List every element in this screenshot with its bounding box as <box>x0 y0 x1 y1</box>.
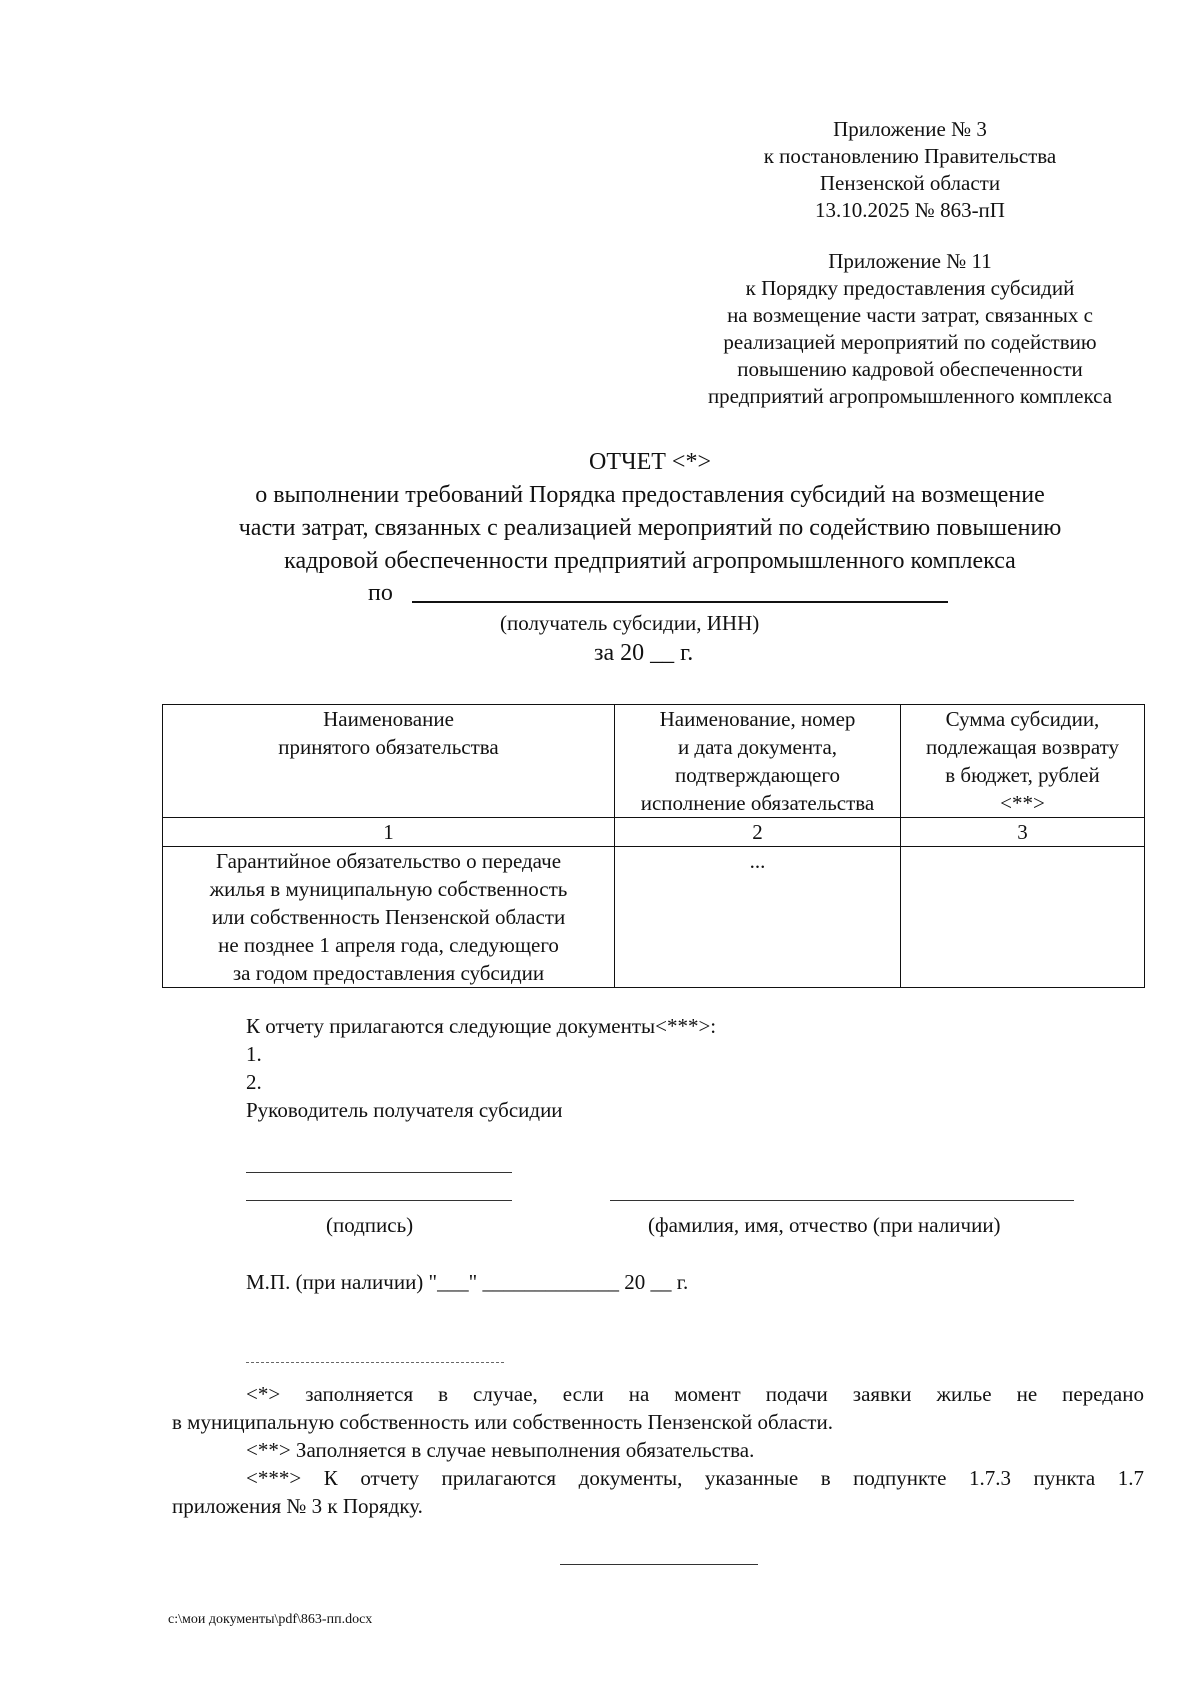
footnote-1-line2: в муниципальную собственность или собственность Пензенской области. <box>172 1410 833 1434</box>
column-number: 3 <box>901 818 1145 847</box>
report-heading: ОТЧЕТ <*> <box>589 449 711 475</box>
name-caption: (фамилия, имя, отчество (при наличии) <box>648 1213 1001 1237</box>
signature-line <box>246 1200 512 1201</box>
recipient-label: по <box>368 580 393 606</box>
appendix-line: повышению кадровой обеспеченности <box>737 357 1083 381</box>
end-of-document-line <box>560 1564 758 1565</box>
cell-document: ... <box>615 847 901 988</box>
header-amount: Сумма субсидии, подлежащая возврату в бюджет, рублей <**> <box>901 705 1145 818</box>
recipient-caption: (получатель субсидии, ИНН) <box>500 611 760 635</box>
name-line <box>610 1200 1074 1201</box>
column-number: 2 <box>615 818 901 847</box>
stamp-date-line: М.П. (при наличии) "___" _____________ 20 __ г. <box>246 1270 689 1294</box>
head-of-recipient-label: Руководитель получателя субсидии <box>246 1098 563 1122</box>
attachment-item: 1. <box>246 1042 262 1066</box>
appendix-line: к Порядку предоставления субсидий <box>745 276 1075 300</box>
recipient-fill-line <box>412 601 948 603</box>
attachment-item: 2. <box>246 1070 262 1094</box>
attachments-intro: К отчету прилагаются следующие документы<***>: <box>246 1014 717 1038</box>
table-number-row <box>163 818 1145 847</box>
table-header-row <box>163 705 1145 818</box>
appendix-header-resolution <box>640 116 1180 224</box>
signature-caption: (подпись) <box>326 1213 414 1237</box>
footnote-2: <**> Заполняется в случае невыполнения обязательства. <box>246 1438 755 1462</box>
file-path: c:\мои документы\pdf\863-пп.docx <box>168 1612 373 1627</box>
report-subtitle-line: части затрат, связанных с реализацией мероприятий по содействию повышению <box>238 515 1062 541</box>
footnote-separator <box>246 1362 504 1363</box>
column-number: 1 <box>163 818 615 847</box>
appendix-line: Пензенской области <box>819 171 1001 195</box>
footnote-3-line1: <***> К отчету прилагаются документы, указанные в подпункте 1.7.3 пункта 1.7 <box>246 1466 1144 1490</box>
cell-obligation: Гарантийное обязательство о передаче жилья в муниципальную собственность или собственность Пензенской области не позднее 1 апреля года, следующего за годом предоставления субсидии <box>163 847 615 988</box>
obligations-table <box>162 704 1145 988</box>
header-document: Наименование, номер и дата документа, подтверждающего исполнение обязательства <box>615 705 901 818</box>
footnote-3-line2: приложения № 3 к Порядку. <box>172 1494 423 1518</box>
report-year: за 20 __ г. <box>594 640 694 666</box>
report-title-block <box>150 446 1150 578</box>
header-obligation: Наименование принятого обязательства <box>163 705 615 818</box>
signature-line <box>246 1172 512 1173</box>
footnote-1-line1: <*> заполняется в случае, если на момент подачи заявки жилье не передано <box>246 1382 1144 1406</box>
appendix-line: на возмещение части затрат, связанных с <box>727 303 1093 327</box>
table-row <box>163 847 1145 988</box>
appendix-line: реализацией мероприятий по содействию <box>723 330 1097 354</box>
appendix-header-procedure <box>640 248 1180 410</box>
appendix-line: к постановлению Правительства <box>763 144 1057 168</box>
appendix-line: Приложение № 11 <box>828 249 992 273</box>
report-subtitle-line: кадровой обеспеченности предприятий агропромышленного комплекса <box>284 548 1016 574</box>
appendix-line: 13.10.2025 № 863-пП <box>815 198 1005 222</box>
cell-amount <box>901 847 1145 988</box>
report-subtitle-line: о выполнении требований Порядка предоставления субсидий на возмещение <box>255 482 1045 508</box>
appendix-line: предприятий агропромышленного комплекса <box>707 384 1113 408</box>
appendix-line: Приложение № 3 <box>833 117 987 141</box>
